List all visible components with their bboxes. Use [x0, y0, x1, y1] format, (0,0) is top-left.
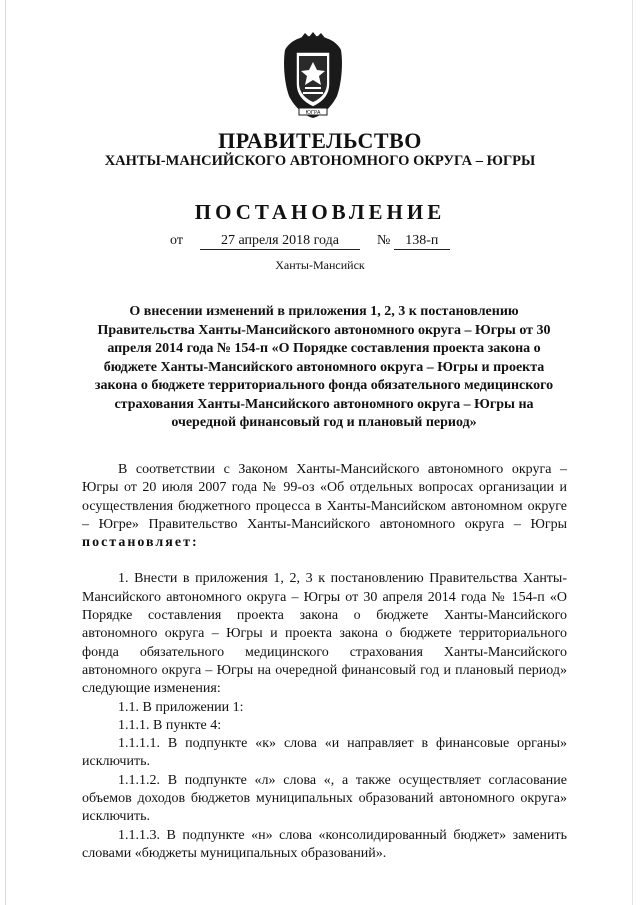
clause-1-1-1: 1.1.1. В пункте 4: [118, 717, 222, 733]
number-label: № [376, 233, 391, 248]
from-label: от [170, 233, 183, 248]
clause-1-1-1-1: 1.1.1.1. В подпункте «к» слова «и направляет в финансовые органы» исключить. [82, 736, 567, 770]
date-number-line [170, 233, 450, 250]
clause-1: 1. Внести в приложения 1, 2, 3 к постановлению Правительства Ханты-Мансийского автономного округа – Югры от 30 апреля 2014 года № 154-п «О Порядке составления проекта закона о бюджете Ханты-Мансийского автономного округа – Югры и проекта закона о бюджете территориального фонда обязательного медицинского страхования Ханты-Мансийского автономного округа – Югры на очередной финансовый год и плановый период» следующие изменения: [82, 571, 567, 697]
document-number: 138-п [394, 233, 450, 250]
resolves-word: постановляет [82, 535, 192, 551]
resolves-punct: : [191, 535, 199, 551]
document-type: ПОСТАНОВЛЕНИЕ [194, 200, 446, 224]
resolution-body [82, 461, 567, 863]
city-name: Ханты-Мансийск [275, 258, 365, 272]
clause-1-1-1-2: 1.1.1.2. В подпункте «л» слова «, а также осуществляет согласование объемов доходов бюджетов муниципальных образований автономного округа» исключить. [82, 772, 567, 825]
government-title: ПРАВИТЕЛЬСТВО [218, 128, 422, 153]
clause-1-1: 1.1. В приложении 1: [118, 699, 244, 715]
preamble-paragraph [82, 461, 567, 552]
document-date: 27 апреля 2018 года [200, 233, 360, 250]
resolution-heading: О внесении изменений в приложения 1, 2, 3 к постановлению Правительства Ханты-Мансийского автономного округа – Югры от 30 апреля 2014 года № 154-п «О Порядке составления проекта закона о бюджете Ханты-Мансийского автономного округа – Югры и проекта закона о бюджете территориального фонда обязательного медицинского страхования Ханты-Мансийского автономного округа – Югры на очередной финансовый год и плановый период» [94, 304, 554, 430]
preamble-text: В соответствии с Законом Ханты-Мансийского автономного округа – Югры от 20 июля 2007 года № 99-оз «Об отдельных вопросах организации и осуществления бюджетного процесса в Ханты-Мансийском автономном округе – Югре» Правительство Ханты-Мансийского автономного округа – Югры [82, 462, 567, 532]
emblem-ribbon-text: ЮГРА [305, 110, 321, 116]
government-subtitle: ХАНТЫ-МАНСИЙСКОГО АВТОНОМНОГО ОКРУГА – ЮГРЫ [104, 153, 536, 169]
clause-1-1-1-3: 1.1.1.3. В подпункте «н» слова «консолидированный бюджет» заменить словами «бюджеты муниципальных образований». [82, 827, 567, 861]
coat-of-arms-emblem [279, 32, 347, 120]
